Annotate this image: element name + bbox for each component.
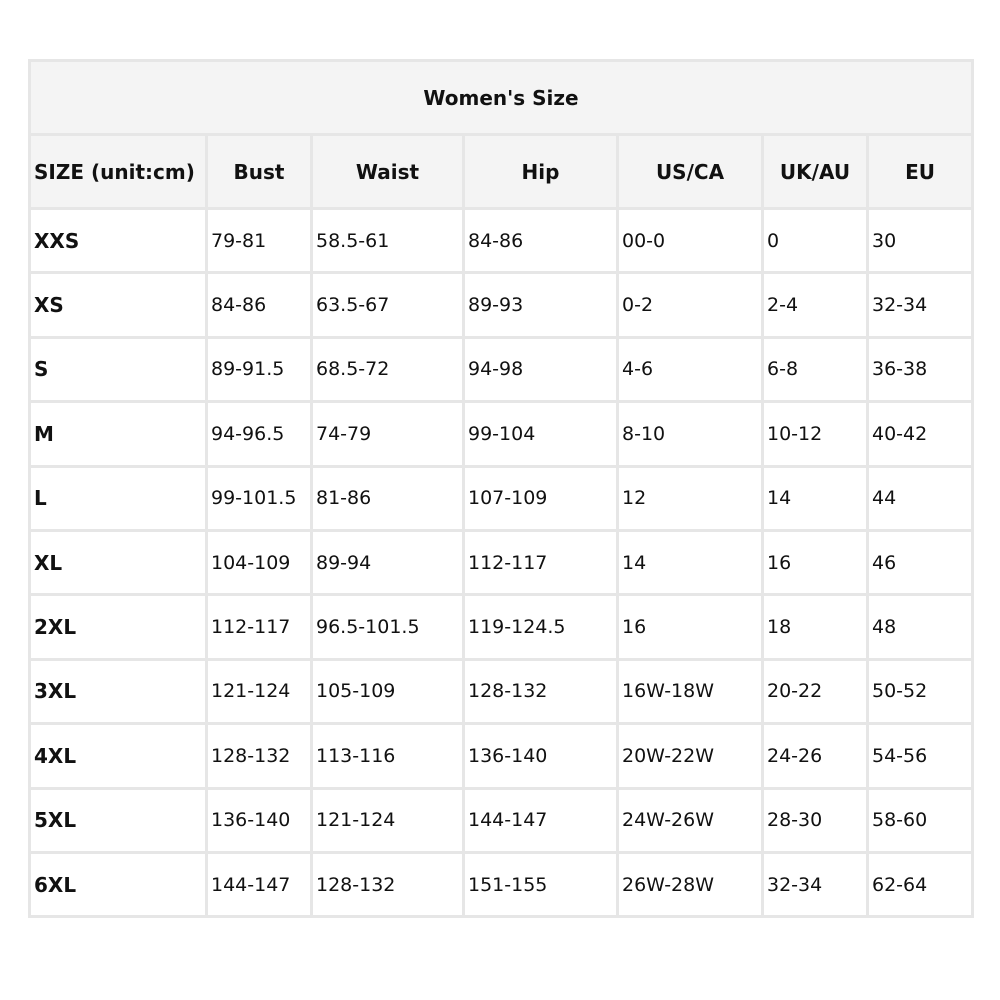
- title-row: [30, 61, 973, 135]
- cell-bust: 136-140: [207, 788, 312, 852]
- column-header-size: SIZE (unit:cm): [30, 135, 207, 209]
- table-row: [30, 852, 973, 916]
- cell-uk-au: 18: [763, 595, 868, 659]
- table-row: [30, 402, 973, 466]
- cell-hip: 94-98: [464, 337, 618, 401]
- cell-uk-au: 20-22: [763, 659, 868, 723]
- table-row: [30, 724, 973, 788]
- column-header-uk-au: UK/AU: [763, 135, 868, 209]
- cell-size: S: [30, 337, 207, 401]
- cell-waist: 128-132: [312, 852, 464, 916]
- cell-uk-au: 10-12: [763, 402, 868, 466]
- cell-size: XL: [30, 530, 207, 594]
- table-title: Women's Size: [30, 61, 973, 135]
- cell-size: 3XL: [30, 659, 207, 723]
- cell-hip: 136-140: [464, 724, 618, 788]
- cell-eu: 30: [868, 209, 973, 273]
- cell-size: L: [30, 466, 207, 530]
- cell-size: XXS: [30, 209, 207, 273]
- cell-bust: 144-147: [207, 852, 312, 916]
- cell-eu: 32-34: [868, 273, 973, 337]
- column-header-hip: Hip: [464, 135, 618, 209]
- header-row: [30, 135, 973, 209]
- cell-waist: 68.5-72: [312, 337, 464, 401]
- cell-us-ca: 4-6: [618, 337, 763, 401]
- table-row: [30, 466, 973, 530]
- cell-eu: 58-60: [868, 788, 973, 852]
- cell-eu: 62-64: [868, 852, 973, 916]
- cell-bust: 104-109: [207, 530, 312, 594]
- table-row: [30, 595, 973, 659]
- cell-hip: 112-117: [464, 530, 618, 594]
- cell-eu: 40-42: [868, 402, 973, 466]
- table-row: [30, 273, 973, 337]
- cell-uk-au: 16: [763, 530, 868, 594]
- cell-bust: 99-101.5: [207, 466, 312, 530]
- cell-waist: 63.5-67: [312, 273, 464, 337]
- table-row: [30, 209, 973, 273]
- cell-us-ca: 20W-22W: [618, 724, 763, 788]
- cell-uk-au: 0: [763, 209, 868, 273]
- cell-bust: 84-86: [207, 273, 312, 337]
- cell-uk-au: 14: [763, 466, 868, 530]
- cell-waist: 58.5-61: [312, 209, 464, 273]
- cell-size: XS: [30, 273, 207, 337]
- table-row: [30, 530, 973, 594]
- cell-us-ca: 16: [618, 595, 763, 659]
- cell-eu: 50-52: [868, 659, 973, 723]
- column-header-bust: Bust: [207, 135, 312, 209]
- cell-hip: 119-124.5: [464, 595, 618, 659]
- cell-waist: 81-86: [312, 466, 464, 530]
- cell-hip: 128-132: [464, 659, 618, 723]
- table-row: [30, 659, 973, 723]
- cell-us-ca: 16W-18W: [618, 659, 763, 723]
- cell-bust: 89-91.5: [207, 337, 312, 401]
- cell-eu: 48: [868, 595, 973, 659]
- cell-size: 2XL: [30, 595, 207, 659]
- cell-hip: 107-109: [464, 466, 618, 530]
- cell-hip: 99-104: [464, 402, 618, 466]
- cell-bust: 121-124: [207, 659, 312, 723]
- column-header-eu: EU: [868, 135, 973, 209]
- cell-eu: 44: [868, 466, 973, 530]
- cell-eu: 36-38: [868, 337, 973, 401]
- cell-hip: 84-86: [464, 209, 618, 273]
- cell-uk-au: 24-26: [763, 724, 868, 788]
- cell-waist: 105-109: [312, 659, 464, 723]
- size-chart-table: [28, 59, 974, 918]
- cell-bust: 128-132: [207, 724, 312, 788]
- cell-bust: 94-96.5: [207, 402, 312, 466]
- cell-bust: 112-117: [207, 595, 312, 659]
- cell-waist: 96.5-101.5: [312, 595, 464, 659]
- cell-bust: 79-81: [207, 209, 312, 273]
- cell-hip: 151-155: [464, 852, 618, 916]
- table-row: [30, 788, 973, 852]
- cell-uk-au: 2-4: [763, 273, 868, 337]
- cell-size: 5XL: [30, 788, 207, 852]
- cell-us-ca: 00-0: [618, 209, 763, 273]
- cell-size: 4XL: [30, 724, 207, 788]
- cell-us-ca: 12: [618, 466, 763, 530]
- cell-us-ca: 8-10: [618, 402, 763, 466]
- cell-waist: 74-79: [312, 402, 464, 466]
- cell-uk-au: 32-34: [763, 852, 868, 916]
- column-header-waist: Waist: [312, 135, 464, 209]
- cell-uk-au: 6-8: [763, 337, 868, 401]
- cell-us-ca: 0-2: [618, 273, 763, 337]
- cell-uk-au: 28-30: [763, 788, 868, 852]
- cell-eu: 46: [868, 530, 973, 594]
- table-body: [30, 209, 973, 917]
- cell-waist: 89-94: [312, 530, 464, 594]
- cell-size: M: [30, 402, 207, 466]
- cell-waist: 121-124: [312, 788, 464, 852]
- cell-eu: 54-56: [868, 724, 973, 788]
- cell-us-ca: 26W-28W: [618, 852, 763, 916]
- table-row: [30, 337, 973, 401]
- cell-hip: 89-93: [464, 273, 618, 337]
- column-header-us-ca: US/CA: [618, 135, 763, 209]
- cell-us-ca: 14: [618, 530, 763, 594]
- cell-waist: 113-116: [312, 724, 464, 788]
- cell-us-ca: 24W-26W: [618, 788, 763, 852]
- cell-hip: 144-147: [464, 788, 618, 852]
- cell-size: 6XL: [30, 852, 207, 916]
